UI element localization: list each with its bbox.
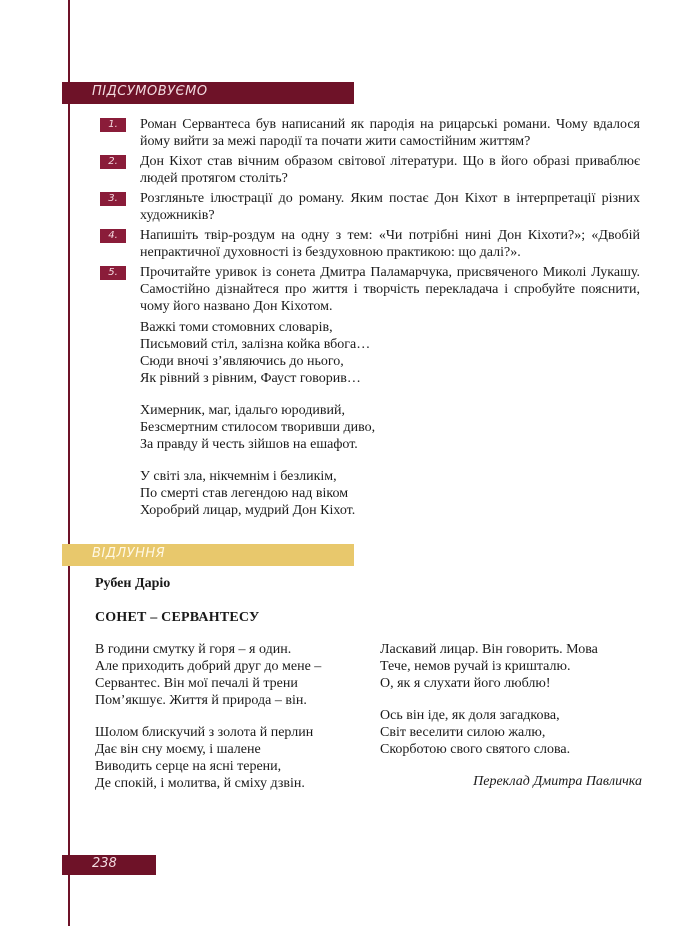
question-number: 3. [100, 192, 126, 206]
poem-stanza [95, 641, 365, 709]
poem-author: Рубен Даріо [95, 576, 171, 591]
poem-line: Ласкавий лицар. Він говорить. Мова [380, 642, 598, 657]
question-number: 2. [100, 155, 126, 169]
question-number: 4. [100, 229, 126, 243]
poem-line: Ось він іде, як доля загадкова, [380, 708, 560, 723]
poem-stanza [140, 319, 460, 387]
question-text: Напишіть твір-роздум на одну з тем: «Чи потрібні нині Дон Кіхоти?»; «Двобій непрактичної духовності із бездуховною практикою: що далі?». [140, 228, 640, 260]
poem-line: Важкі томи стомовних словарів, [140, 320, 333, 335]
question-text: Роман Сервантеса був написаний як пародія на рицарські романи. Чому вдалося йому вийти за межі пародії та почати жити самостійним життям? [140, 117, 640, 149]
page-number-bar [62, 855, 156, 875]
poem-line: Але приходить добрий друг до мене – [95, 659, 322, 674]
sonnet-left-column [95, 641, 365, 807]
section-title: ВІДЛУННЯ [92, 546, 166, 561]
question-number: 1. [100, 118, 126, 132]
section-banner-echo [62, 544, 354, 566]
poem-line: Шолом блискучий з золота й перлин [95, 725, 314, 740]
poem-stanza [95, 724, 365, 792]
poem-line: Як рівний з рівним, Фауст говорив… [140, 371, 361, 386]
palamarchuk-sonnet [140, 319, 460, 534]
poem-stanza [140, 468, 460, 519]
poem-line: За правду й честь зійшов на ешафот. [140, 437, 358, 452]
question-text: Розгляньте ілюстрації до роману. Яким постає Дон Кіхот в інтерпретації різних художників? [140, 191, 640, 223]
question-item [100, 116, 640, 150]
poem-line: По смерті став легендою над віком [140, 486, 349, 501]
poem-line: Хоробрий лицар, мудрий Дон Кіхот. [140, 503, 356, 518]
poem-line: Де спокій, і молитва, й сміху дзвін. [95, 776, 305, 791]
translator-credit: Переклад Дмитра Павличка [473, 774, 642, 789]
sonnet-right-column [380, 641, 642, 790]
poem-line: Виводить серце на ясні терени, [95, 759, 282, 774]
poem-line: Пом’якшує. Життя й природа – він. [95, 693, 307, 708]
poem-line: Світ веселити силою жалю, [380, 725, 546, 740]
page-number: 238 [92, 856, 117, 871]
poem-line: В години смутку й горя – я один. [95, 642, 292, 657]
poem-line: Письмовий стіл, залізна койка вбога… [140, 337, 371, 352]
poem-title: СОНЕТ – СЕРВАНТЕСУ [95, 610, 260, 625]
question-item [100, 190, 640, 224]
margin-rule [68, 0, 70, 926]
question-text: Дон Кіхот став вічним образом світової літератури. Що в його образі приваблює людей протягом століть? [140, 154, 640, 186]
question-item [100, 227, 640, 261]
poem-stanza [380, 641, 642, 692]
question-number: 5. [100, 266, 126, 280]
poem-line: Дає він сну моєму, і шалене [95, 742, 261, 757]
question-item [100, 153, 640, 187]
section-banner-summary [62, 82, 354, 104]
poem-stanza [140, 402, 460, 453]
question-list [100, 116, 640, 318]
question-text: Прочитайте уривок із сонета Дмитра Паламарчука, присвяченого Миколі Лукашу. Самостійно дізнайтеся про життя і творчість перекладача і спробуйте пояснити, чому його названо Дон Кіхотом. [140, 265, 640, 314]
poem-line: Тече, немов ручай із кришталю. [380, 659, 571, 674]
poem-line: Сюди вночі з’являючись до нього, [140, 354, 344, 369]
poem-stanza [380, 707, 642, 758]
poem-line: Скорботою свого святого слова. [380, 742, 571, 757]
section-title: ПІДСУМОВУЄМО [92, 84, 208, 99]
poem-line: У світі зла, нікчемнім і безликім, [140, 469, 337, 484]
question-item [100, 264, 640, 315]
poem-line: Химерник, маг, ідальго юродивий, [140, 403, 345, 418]
poem-line: Сервантес. Він мої печалі й трени [95, 676, 298, 691]
poem-line: Безсмертним стилосом творивши диво, [140, 420, 376, 435]
poem-line: О, як я слухати його люблю! [380, 676, 551, 691]
